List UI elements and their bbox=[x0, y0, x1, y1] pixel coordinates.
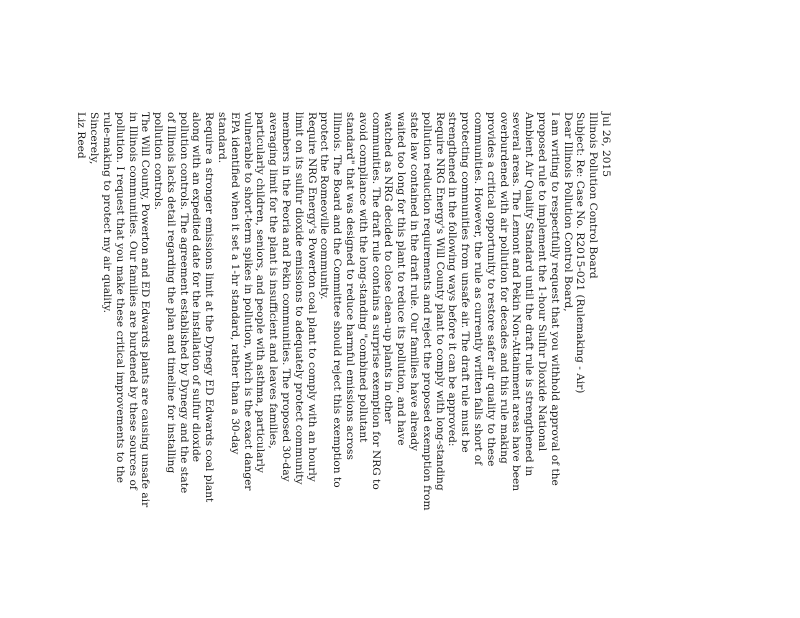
paragraph-line: limit on its sulfur dioxide emissions to adequately protect community bbox=[292, 112, 305, 485]
letter-recipient: Illinois Pollution Control Board bbox=[587, 112, 600, 279]
paragraph-conclusion bbox=[100, 112, 151, 608]
paragraph-line: strengthened in the following ways before it can be approved: bbox=[446, 112, 459, 447]
paragraph-line: vulnerable to short-term spikes in pollution, which is the exact danger bbox=[241, 112, 254, 491]
paragraph-line: pollution controls. The agreement established by Dynegy and the state bbox=[177, 112, 190, 494]
paragraph-line: members in the Peoria and Pekin communities. The proposed 30-day bbox=[280, 112, 293, 482]
paragraph-line: along with an expedited date for the installation of sulfur dioxide bbox=[190, 112, 203, 463]
letter-subject: Subject: Re: Case No. R2015-021 (Rulemaking - Air) bbox=[574, 112, 587, 394]
paragraph-line: The Will County, Powerton and ED Edwards plants are causing unsafe air bbox=[139, 112, 152, 508]
paragraph-line: averaging limit for the plant is insufficient and leaves families, bbox=[267, 112, 280, 449]
paragraph-line: pollution. I request that you make these critical improvements to the bbox=[113, 112, 126, 484]
paragraph-line: standard. bbox=[216, 112, 229, 164]
paragraph-line: provides a critical opportunity to restore safer air quality to these bbox=[484, 112, 497, 467]
paragraph-line: communities. The draft rule contains a surprise exemption for NRG to bbox=[369, 112, 382, 490]
letter-signature: Liz Reed bbox=[75, 112, 88, 159]
paragraph-line: protect the Romeoville community. bbox=[318, 112, 331, 300]
paragraph-will-county bbox=[318, 112, 446, 608]
paragraph-line: watched as NRG decided to close clean-up plants in other bbox=[382, 112, 395, 424]
paragraph-line: in Illinois communities. Our families are burdened by these sources of bbox=[126, 112, 139, 490]
paragraph-line: EPA identified when it set a 1-hr standard, rather than a 30-day bbox=[228, 112, 241, 455]
paragraph-line: pollution reduction requirements and reject the proposed exemption from bbox=[420, 112, 433, 511]
paragraph-line: Ambient Air Quality Standard until the draft rule is strengthened in bbox=[523, 112, 536, 477]
paragraph-line: overburdened with air pollution for decades and this rule making bbox=[497, 112, 510, 464]
paragraph-line: Illinois. The Board and the Committee should reject this exemption to bbox=[331, 112, 344, 488]
paragraph-line: avoid compliance with the long-standing "combined pollutant bbox=[356, 112, 369, 443]
paragraph-line: Require NRG Energy's Powerton coal plant to comply with an hourly bbox=[305, 112, 318, 482]
paragraph-line: Require NRG Energy's Will County plant to comply with long-standing bbox=[433, 112, 446, 491]
paragraph-powerton bbox=[215, 112, 317, 608]
paragraph-line: I am writing to respectfully request that you withhold approval of the bbox=[548, 112, 561, 486]
letter-date: Jul 26, 2015 bbox=[600, 112, 612, 178]
paragraph-line: Require a stronger emissions limit at the Dynegy ED Edwards coal plant bbox=[203, 112, 216, 503]
letter-body bbox=[75, 112, 612, 608]
paragraph-line: rule-making to protect my air quality. bbox=[100, 112, 113, 314]
paragraph-line: communities. However, the rule as currently written falls short of bbox=[472, 112, 485, 466]
paragraph-line: standard" that was designed to reduce harmful emissions across bbox=[344, 112, 357, 460]
paragraph-line: particularly children, seniors, and people with asthma, particularly bbox=[254, 112, 267, 473]
paragraph-line: of Illinois lacks detail regarding the plan and timeline for installing bbox=[164, 112, 177, 474]
paragraph-line: state law contained in the draft rule. Our families have already bbox=[408, 112, 421, 451]
paragraph-line: several areas. The Lemont and Pekin Non-Attainment areas have been bbox=[510, 112, 523, 492]
letter-salutation: Dear Illinois Pollution Control Board, bbox=[561, 112, 574, 312]
paragraph-line: protecting communities from unsafe air. The draft rule must be bbox=[459, 112, 472, 453]
paragraph-request bbox=[446, 112, 561, 608]
letter-closing: Sincerely, bbox=[88, 112, 101, 165]
paragraph-line: proposed rule to implement the 1-hour Sulfur Dioxide National bbox=[536, 112, 549, 452]
paragraph-ed-edwards bbox=[151, 112, 215, 608]
paragraph-line: waited too long for this plant to reduce its pollution, and have bbox=[395, 112, 408, 446]
paragraph-line: pollution controls. bbox=[152, 112, 165, 210]
